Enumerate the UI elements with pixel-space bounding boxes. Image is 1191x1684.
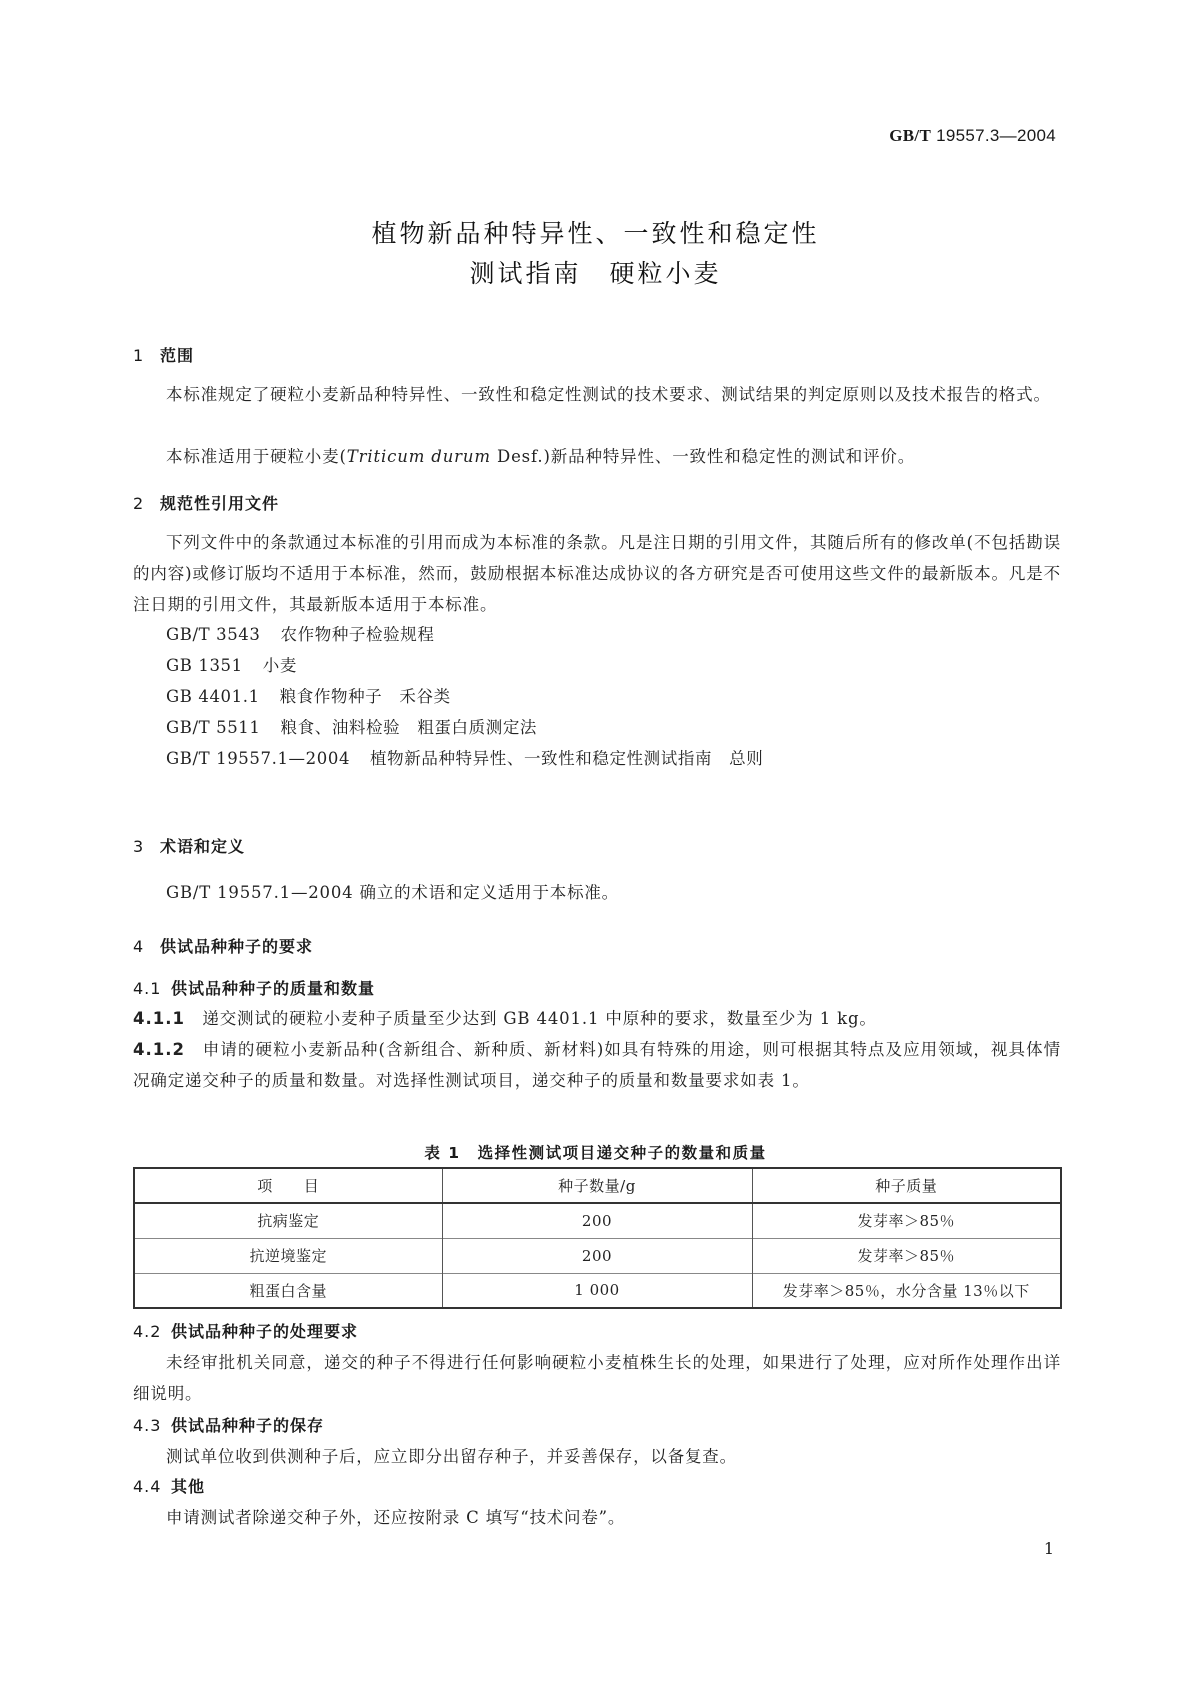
cell-item: 粗蛋白含量 [134, 1273, 442, 1308]
reference-code: GB 4401.1 [166, 687, 260, 706]
section-number: 4 [133, 937, 145, 956]
section-title: 供试品种种子的质量和数量 [171, 979, 376, 998]
reference-title: 粮食、油料检验 粗蛋白质测定法 [280, 718, 538, 737]
table-1-caption: 表 1 选择性测试项目递交种子的数量和质量 [424, 1144, 767, 1162]
clause-number: 4.1.2 [133, 1040, 185, 1059]
reference-code: GB/T 5511 [166, 718, 261, 737]
section-number: 2 [133, 494, 145, 513]
section-title: 范围 [160, 346, 195, 365]
clause-4-1-1 [133, 1003, 1061, 1034]
section-title: 供试品种种子的要求 [160, 937, 314, 956]
reference-title: 小麦 [262, 656, 297, 675]
table-1 [133, 1167, 1062, 1309]
section-title: 供试品种种子的保存 [171, 1416, 325, 1435]
section-4-4-paragraph: 申请测试者除递交种子外，还应按附录 C 填写“技术问卷”。 [166, 1508, 626, 1527]
species-name: Triticum durum [346, 447, 491, 466]
cell-quality: 发芽率＞85％，水分含量 13％以下 [752, 1273, 1061, 1308]
reference-item [166, 714, 537, 738]
standard-code [889, 126, 1056, 146]
cell-quantity: 200 [442, 1203, 752, 1238]
text-run: 本标准适用于硬粒小麦( [166, 447, 347, 466]
cell-item: 抗逆境鉴定 [134, 1238, 442, 1273]
cell-quality: 发芽率＞85％ [752, 1203, 1061, 1238]
cell-quality: 发芽率＞85％ [752, 1238, 1061, 1273]
section-4-2-paragraph: 未经审批机关同意，递交的种子不得进行任何影响硬粒小麦植株生长的处理，如果进行了处理，应对所作处理作出详细说明。 [133, 1353, 1061, 1403]
table-header-row [134, 1168, 1061, 1203]
section-4-3-paragraph: 测试单位收到供测种子后，应立即分出留存种子，并妥善保存，以备复查。 [166, 1447, 737, 1466]
column-header-seed-quantity: 种子数量/g [442, 1168, 752, 1203]
reference-code: GB 1351 [166, 656, 243, 675]
reference-item [166, 652, 297, 676]
reference-item [166, 683, 451, 707]
section-4-3-heading [133, 1413, 324, 1436]
page-number: 1 [1043, 1539, 1054, 1558]
section-number: 1 [133, 346, 145, 365]
section-4-2-heading [133, 1319, 358, 1342]
clause-text: 申请的硬粒小麦新品种(含新组合、新种质、新材料)如具有特殊的用途，则可根据其特点及应用领域，视具体情况确定递交种子的质量和数量。对选择性测试项目，递交种子的质量和数量要求如表 1。 [133, 1040, 1061, 1090]
section-2-paragraph-1: 下列文件中的条款通过本标准的引用而成为本标准的条款。凡是注日期的引用文件，其随后所有的修改单(不包括勘误的内容)或修订版均不适用于本标准，然而，鼓励根据本标准达成协议的各方研究是否可使用这些文件的最新版本。凡是不注日期的引用文件，其最新版本适用于本标准。 [133, 533, 1061, 614]
column-header-seed-quality: 种子质量 [752, 1168, 1061, 1203]
section-1-paragraph-1: 本标准规定了硬粒小麦新品种特异性、一致性和稳定性测试的技术要求、测试结果的判定原则以及技术报告的格式。 [166, 385, 1051, 404]
section-4-4-heading [133, 1474, 205, 1497]
section-3-paragraph-1: GB/T 19557.1—2004 确立的术语和定义适用于本标准。 [166, 883, 619, 902]
standard-prefix: GB/T [889, 126, 932, 145]
standard-number: 19557.3—2004 [936, 126, 1056, 145]
table-row [134, 1203, 1061, 1238]
section-title: 术语和定义 [160, 837, 246, 856]
reference-title: 植物新品种特异性、一致性和稳定性测试指南 总则 [370, 749, 764, 768]
reference-code: GB/T 3543 [166, 625, 261, 644]
reference-item [166, 621, 434, 645]
document-title-line-2: 测试指南 硬粒小麦 [469, 259, 722, 288]
section-title: 供试品种种子的处理要求 [171, 1322, 359, 1341]
reference-code: GB/T 19557.1—2004 [166, 749, 351, 768]
section-2-heading [133, 491, 279, 514]
cell-item: 抗病鉴定 [134, 1203, 442, 1238]
section-1-paragraph-2 [133, 441, 1061, 472]
reference-item [166, 745, 763, 769]
section-3-heading [133, 834, 245, 857]
section-number: 4.2 [133, 1322, 162, 1341]
section-title: 其他 [171, 1477, 206, 1496]
section-number: 3 [133, 837, 145, 856]
section-4-1-heading [133, 976, 375, 999]
cell-quantity: 1 000 [442, 1273, 752, 1308]
section-number: 4.1 [133, 979, 162, 998]
cell-quantity: 200 [442, 1238, 752, 1273]
table-row [134, 1273, 1061, 1308]
section-number: 4.4 [133, 1477, 162, 1496]
section-1-heading [133, 343, 194, 366]
section-number: 4.3 [133, 1416, 162, 1435]
reference-title: 粮食作物种子 禾谷类 [279, 687, 451, 706]
document-title-line-1: 植物新品种特异性、一致性和稳定性 [371, 219, 820, 248]
clause-number: 4.1.1 [133, 1009, 185, 1028]
text-run: Desf.)新品种特异性、一致性和稳定性的测试和评价。 [490, 447, 916, 466]
section-4-heading [133, 934, 313, 957]
reference-title: 农作物种子检验规程 [280, 625, 435, 644]
table-row [134, 1238, 1061, 1273]
clause-text: 递交测试的硬粒小麦种子质量至少达到 GB 4401.1 中原种的要求，数量至少为 1 kg。 [202, 1009, 877, 1028]
clause-4-1-2 [133, 1034, 1061, 1096]
section-title: 规范性引用文件 [160, 494, 280, 513]
column-header-item: 项 目 [134, 1168, 442, 1203]
